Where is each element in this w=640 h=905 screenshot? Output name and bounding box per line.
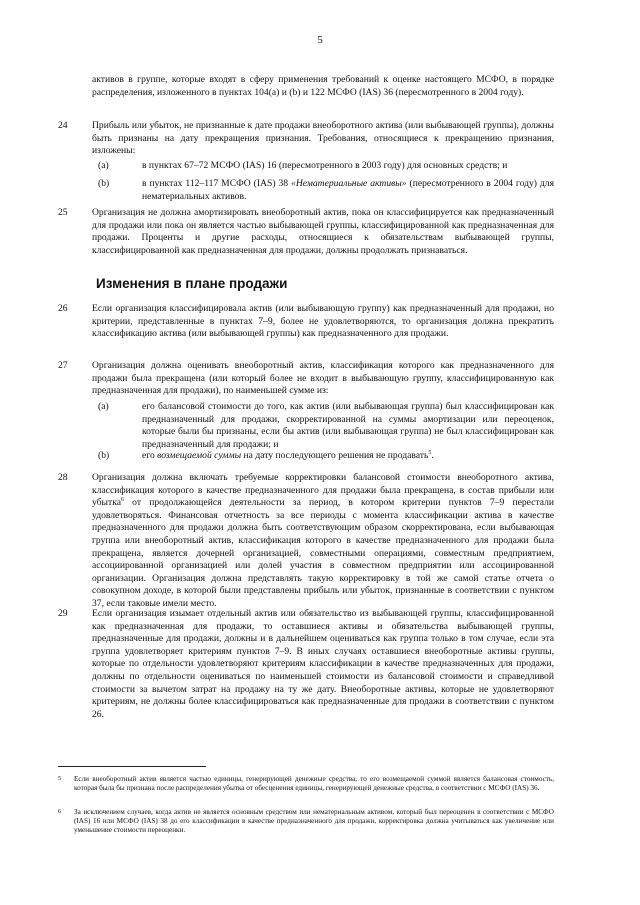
footnote-5-text: Если внеоборотный актив является частью единицы, генерирующей денежные средства, то его возмещаемой суммой является балансовая стоимость, которая была бы признана после распределения убытка от обесценения единицы, генерирующей денежные средства, в соответствии с МСФО (IAS) 36. xyxy=(74,775,554,792)
paragraph-24-item-a-text: в пунктах 67–72 МСФО (IAS) 16 (пересмотренного в 2003 году) для основных средств; и xyxy=(142,160,508,171)
paragraph-24-item-a-label: (a) xyxy=(98,160,109,171)
paragraph-27-item-a-text: его балансовой стоимости до того, как актив (или выбывающая группа) был классифицирован как предназначенный для продажи, скорректированной на суммы амортизации или переоценок, которые были бы признаны, если бы актив (или выбывающая группа) не был классифицирован как предназначенный для продажи; и xyxy=(142,401,554,450)
paragraph-27-item-b-end: . xyxy=(431,450,434,461)
paragraph-24-item-b-italic: «Нематериальные активы» xyxy=(291,178,407,189)
paragraph-27-item-b-italic: возмещаемой суммы xyxy=(157,450,242,461)
footnote-ref-5: 5 xyxy=(428,449,432,456)
paragraph-25-text: Организация не должна амортизировать внеоборотный актив, пока он классифицируется как предназначенный для продажи или пока он является частью выбывающей группы, классифицированной как предназначенная для продажи. Проценты и другие расходы, относящиеся к обязательствам выбывающей группы, классифицированной как предназначенная для продажи, должны продолжать признаваться. xyxy=(92,207,554,256)
paragraph-24-item-b-pre: в пунктах 112–117 МСФО (IAS) 38 xyxy=(142,178,292,189)
paragraph-28-number: 28 xyxy=(58,472,68,483)
paragraph-27-text: Организация должна оценивать внеоборотный актив, классификация которого как предназначенного для продажи была прекращена (или который более не входит в выбывающую группу, классифицированную как предназначенная для продажи), по наименьшей сумме из: xyxy=(92,360,554,397)
paragraph-24-item-b-label: (b) xyxy=(98,178,110,189)
page-number: 5 xyxy=(317,34,323,46)
footnote-6-number: 6 xyxy=(58,809,61,815)
paragraph-28-text-1: Организация должна включать требуемые корректировки балансовой стоимости внеоборотного актива, классификация которого в качестве предназначенного для продажи была прекращена, в состав прибыли или убытка xyxy=(92,472,554,509)
section-heading: Изменения в плане продажи xyxy=(96,276,288,291)
footnote-separator xyxy=(58,766,206,767)
footnote-6-text: За исключением случаев, когда актив не является основным средством или нематериальным активом, который был переоценен в соответствии с МСФО (IAS) 16 или МСФО (IAS) 38 до его классификации в качестве предназначенного для продажи, корректировка должна учитываться как увеличение или уменьшение стоимости переоценки. xyxy=(74,808,554,834)
paragraph-29-text: Если организация изымает отдельный актив или обязательство из выбывающей группы, классифицированной как предназначенная для продажи, то оставшиеся активы и обязательства выбывающей группы, предназначенные для продажи, должны и в дальнейшем оцениваться как группа только в том случае, если эта группа удовлетворяет критериям пунктов 7–9. В иных случаях оставшиеся внеоборотные активы группы, которые по отдельности удовлетворяют критериям классификации в качестве предназначенных для продажи, должны по отдельности оцениваться по наименьшей стоимости из балансовой стоимости и справедливой стоимости за вычетом затрат на продажу на ту же дату. Внеоборотные активы, которые не удовлетворяют критериям, не должны более классифицироваться как предназначенные для продажи в соответствии с пунктом 26. xyxy=(92,608,554,720)
paragraph-27-number: 27 xyxy=(58,360,68,371)
paragraph-27-item-b-pre: его xyxy=(142,450,158,461)
paragraph-27-item-b-text xyxy=(142,450,554,463)
paragraph-continuation: активов в группе, которые входят в сферу применения требований к оценке настоящего МСФО, в порядке распределения, изложенного в пунктах 104(a) и (b) и 122 МСФО (IAS) 36 (пересмотренного в 2004 году). xyxy=(92,74,554,98)
paragraph-24-item-b-text xyxy=(142,178,554,203)
paragraph-28-text-2: от продолжающейся деятельности за период, в котором критерии пунктов 7–9 перестали удовлетворяться. Финансовая отчетность за все периоды с момента классификации актива в качестве предназначенного для продажи должна быть соответствующим образом скорректирована, если выбывающая группа или внеоборотный актив, классификация которого в качестве предназначенного для продажи была прекращена, является дочерней организацией, совместными операциями, совместным предприятием, ассоциированной организацией или долей участия в совместном предприятии или ассоциированной организации. Организация должна представлять такую корректировку в той же самой статье отчета о совокупном доходе, в которой были представлены прибыль или убыток, признанные в соответствии с пунктом 37, если таковые имели место. xyxy=(92,497,554,609)
paragraph-26-text: Если организация классифицировала актив (или выбывающую группу) как предназначенный для продажи, но критерии, представленные в пунктах 7–9, более не удовлетворяются, то организация должна прекратить классификацию актива (или выбывающей группы) как предназначенного для продажи. xyxy=(92,303,554,340)
paragraph-25-number: 25 xyxy=(58,207,68,218)
paragraph-27-item-b-label: (b) xyxy=(98,450,110,461)
paragraph-24-item-b-post: (пересмотренного в 2004 году) для нематериальных активов. xyxy=(142,178,555,202)
paragraph-27-item-b-post: на дату последующего решения не продавать xyxy=(241,450,429,461)
paragraph-29-number: 29 xyxy=(58,608,68,619)
paragraph-24-number: 24 xyxy=(58,120,68,131)
paragraph-24-text: Прибыль или убыток, не признанные к дате продажи внеоборотного актива (или выбывающей группы), должны быть признаны на дату прекращения признания. Требования, относящиеся к прекращению признания, изложены: xyxy=(92,120,554,157)
paragraph-28-text xyxy=(92,472,554,611)
footnote-ref-6: 6 xyxy=(120,497,124,503)
paragraph-26-number: 26 xyxy=(58,303,68,314)
footnote-5-number: 5 xyxy=(58,776,61,782)
paragraph-27-item-a-label: (a) xyxy=(98,401,109,412)
